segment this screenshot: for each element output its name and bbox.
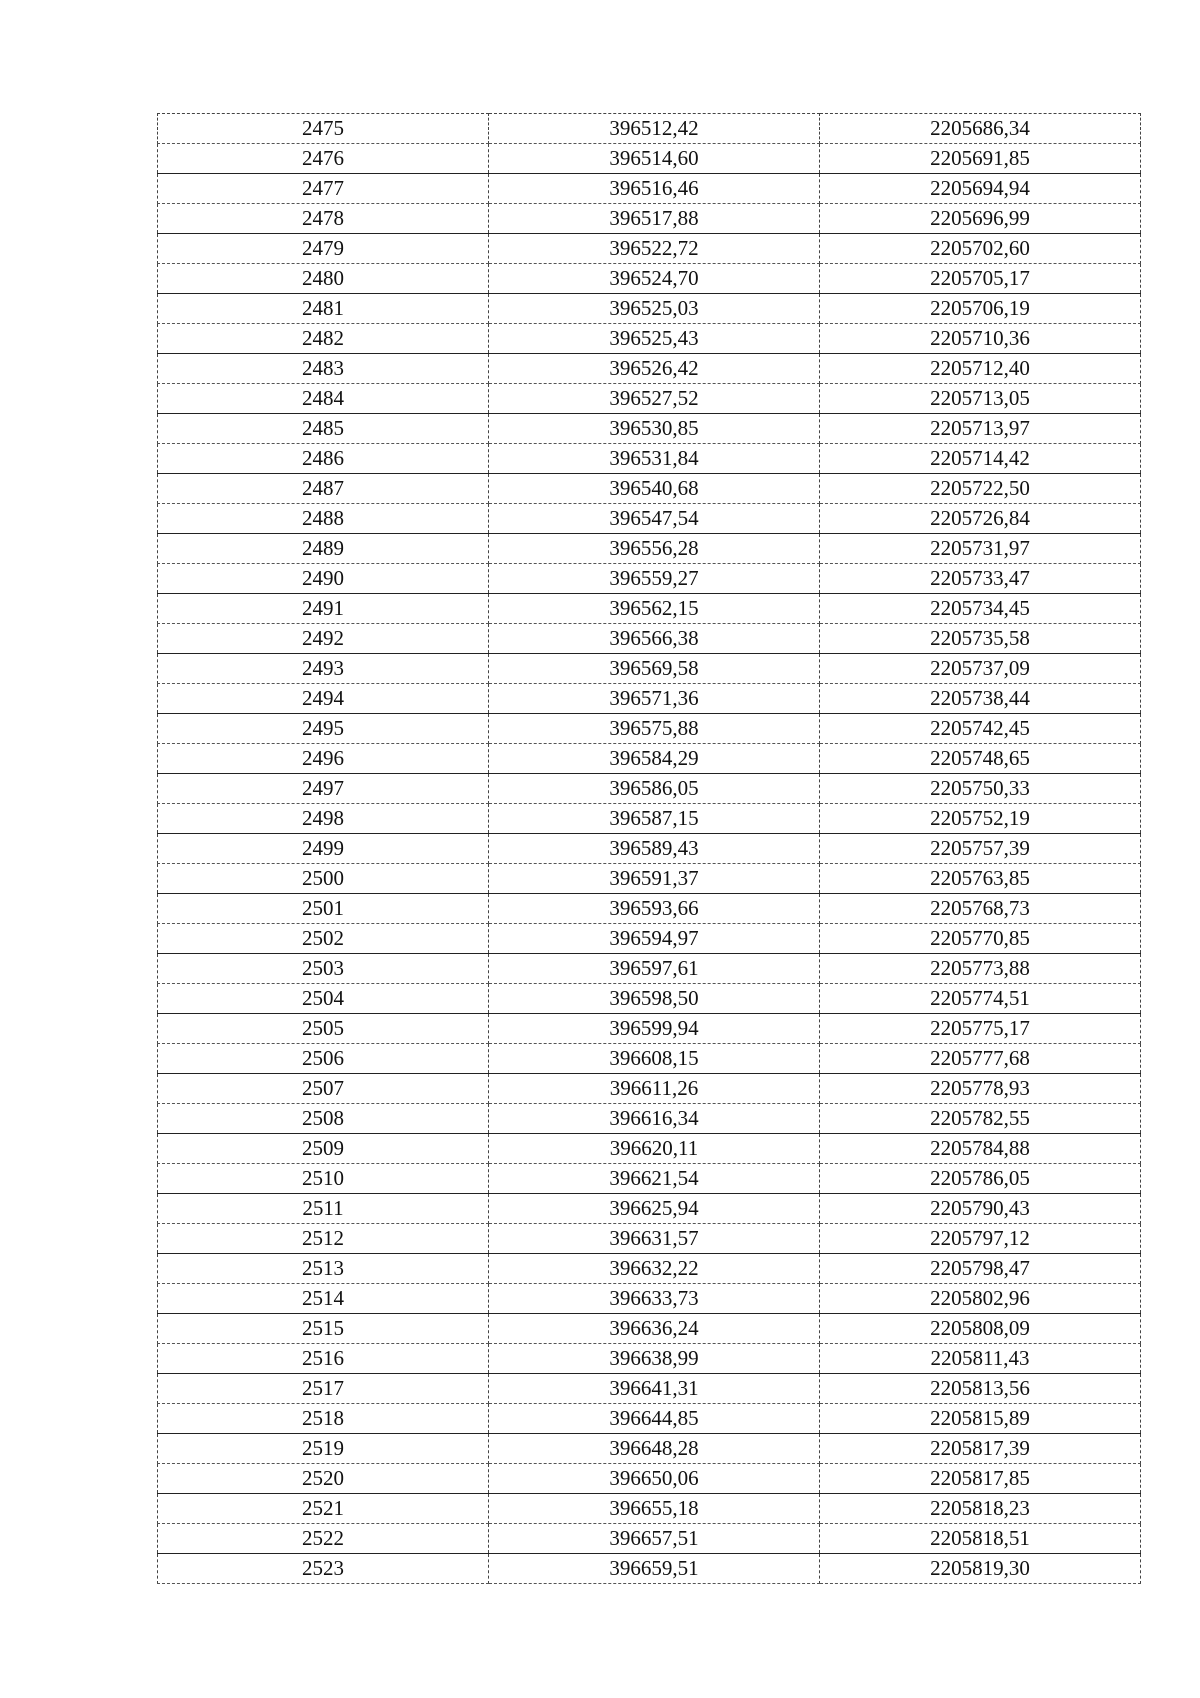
- y-coordinate-cell: 2205784,88: [820, 1134, 1141, 1164]
- table-row: [158, 1254, 1141, 1284]
- y-coordinate-cell: 2205757,39: [820, 834, 1141, 864]
- point-number-cell: 2507: [158, 1074, 489, 1104]
- x-coordinate-cell: 396599,94: [489, 1014, 820, 1044]
- x-coordinate-cell: 396633,73: [489, 1284, 820, 1314]
- y-coordinate-cell: 2205817,85: [820, 1464, 1141, 1494]
- table-row: [158, 624, 1141, 654]
- y-coordinate-cell: 2205811,43: [820, 1344, 1141, 1374]
- point-number-cell: 2495: [158, 714, 489, 744]
- y-coordinate-cell: 2205763,85: [820, 864, 1141, 894]
- y-coordinate-cell: 2205818,23: [820, 1494, 1141, 1524]
- point-number-cell: 2521: [158, 1494, 489, 1524]
- x-coordinate-cell: 396569,58: [489, 654, 820, 684]
- point-number-cell: 2490: [158, 564, 489, 594]
- point-number-cell: 2498: [158, 804, 489, 834]
- y-coordinate-cell: 2205786,05: [820, 1164, 1141, 1194]
- point-number-cell: 2509: [158, 1134, 489, 1164]
- y-coordinate-cell: 2205738,44: [820, 684, 1141, 714]
- table-row: [158, 1494, 1141, 1524]
- y-coordinate-cell: 2205819,30: [820, 1554, 1141, 1584]
- x-coordinate-cell: 396566,38: [489, 624, 820, 654]
- x-coordinate-cell: 396589,43: [489, 834, 820, 864]
- table-row: [158, 1074, 1141, 1104]
- point-number-cell: 2504: [158, 984, 489, 1014]
- x-coordinate-cell: 396571,36: [489, 684, 820, 714]
- table-row: [158, 744, 1141, 774]
- x-coordinate-cell: 396586,05: [489, 774, 820, 804]
- y-coordinate-cell: 2205702,60: [820, 234, 1141, 264]
- x-coordinate-cell: 396516,46: [489, 174, 820, 204]
- table-row: [158, 354, 1141, 384]
- point-number-cell: 2477: [158, 174, 489, 204]
- point-number-cell: 2478: [158, 204, 489, 234]
- x-coordinate-cell: 396593,66: [489, 894, 820, 924]
- table-row: [158, 114, 1141, 144]
- y-coordinate-cell: 2205768,73: [820, 894, 1141, 924]
- y-coordinate-cell: 2205770,85: [820, 924, 1141, 954]
- x-coordinate-cell: 396655,18: [489, 1494, 820, 1524]
- x-coordinate-cell: 396540,68: [489, 474, 820, 504]
- table-row: [158, 504, 1141, 534]
- x-coordinate-cell: 396559,27: [489, 564, 820, 594]
- x-coordinate-cell: 396598,50: [489, 984, 820, 1014]
- x-coordinate-cell: 396641,31: [489, 1374, 820, 1404]
- table-row: [158, 834, 1141, 864]
- point-number-cell: 2518: [158, 1404, 489, 1434]
- point-number-cell: 2519: [158, 1434, 489, 1464]
- table-row: [158, 864, 1141, 894]
- y-coordinate-cell: 2205706,19: [820, 294, 1141, 324]
- table-row: [158, 984, 1141, 1014]
- table-row: [158, 774, 1141, 804]
- table-row: [158, 1434, 1141, 1464]
- y-coordinate-cell: 2205712,40: [820, 354, 1141, 384]
- y-coordinate-cell: 2205713,97: [820, 414, 1141, 444]
- point-number-cell: 2479: [158, 234, 489, 264]
- y-coordinate-cell: 2205790,43: [820, 1194, 1141, 1224]
- table-row: [158, 1524, 1141, 1554]
- point-number-cell: 2493: [158, 654, 489, 684]
- y-coordinate-cell: 2205774,51: [820, 984, 1141, 1014]
- x-coordinate-cell: 396512,42: [489, 114, 820, 144]
- y-coordinate-cell: 2205773,88: [820, 954, 1141, 984]
- y-coordinate-cell: 2205722,50: [820, 474, 1141, 504]
- y-coordinate-cell: 2205696,99: [820, 204, 1141, 234]
- point-number-cell: 2476: [158, 144, 489, 174]
- x-coordinate-cell: 396522,72: [489, 234, 820, 264]
- y-coordinate-cell: 2205686,34: [820, 114, 1141, 144]
- x-coordinate-cell: 396517,88: [489, 204, 820, 234]
- x-coordinate-cell: 396632,22: [489, 1254, 820, 1284]
- y-coordinate-cell: 2205691,85: [820, 144, 1141, 174]
- x-coordinate-cell: 396531,84: [489, 444, 820, 474]
- y-coordinate-cell: 2205694,94: [820, 174, 1141, 204]
- point-number-cell: 2489: [158, 534, 489, 564]
- point-number-cell: 2482: [158, 324, 489, 354]
- table-row: [158, 1104, 1141, 1134]
- y-coordinate-cell: 2205705,17: [820, 264, 1141, 294]
- point-number-cell: 2497: [158, 774, 489, 804]
- y-coordinate-cell: 2205815,89: [820, 1404, 1141, 1434]
- x-coordinate-cell: 396638,99: [489, 1344, 820, 1374]
- table-row: [158, 654, 1141, 684]
- x-coordinate-cell: 396525,03: [489, 294, 820, 324]
- y-coordinate-cell: 2205817,39: [820, 1434, 1141, 1464]
- point-number-cell: 2512: [158, 1224, 489, 1254]
- y-coordinate-cell: 2205798,47: [820, 1254, 1141, 1284]
- table-row: [158, 684, 1141, 714]
- x-coordinate-cell: 396650,06: [489, 1464, 820, 1494]
- table-row: [158, 894, 1141, 924]
- point-number-cell: 2491: [158, 594, 489, 624]
- point-number-cell: 2483: [158, 354, 489, 384]
- x-coordinate-cell: 396644,85: [489, 1404, 820, 1434]
- y-coordinate-cell: 2205777,68: [820, 1044, 1141, 1074]
- table-row: [158, 474, 1141, 504]
- x-coordinate-cell: 396591,37: [489, 864, 820, 894]
- point-number-cell: 2484: [158, 384, 489, 414]
- table-row: [158, 1134, 1141, 1164]
- y-coordinate-cell: 2205742,45: [820, 714, 1141, 744]
- x-coordinate-cell: 396636,24: [489, 1314, 820, 1344]
- point-number-cell: 2486: [158, 444, 489, 474]
- x-coordinate-cell: 396625,94: [489, 1194, 820, 1224]
- y-coordinate-cell: 2205750,33: [820, 774, 1141, 804]
- point-number-cell: 2511: [158, 1194, 489, 1224]
- x-coordinate-cell: 396526,42: [489, 354, 820, 384]
- y-coordinate-cell: 2205778,93: [820, 1074, 1141, 1104]
- table-row: [158, 384, 1141, 414]
- table-row: [158, 594, 1141, 624]
- point-number-cell: 2522: [158, 1524, 489, 1554]
- table-row: [158, 1164, 1141, 1194]
- table-row: [158, 1374, 1141, 1404]
- table-row: [158, 714, 1141, 744]
- x-coordinate-cell: 396657,51: [489, 1524, 820, 1554]
- x-coordinate-cell: 396575,88: [489, 714, 820, 744]
- table-row: [158, 1404, 1141, 1434]
- table-row: [158, 204, 1141, 234]
- y-coordinate-cell: 2205714,42: [820, 444, 1141, 474]
- point-number-cell: 2488: [158, 504, 489, 534]
- table-row: [158, 1014, 1141, 1044]
- point-number-cell: 2506: [158, 1044, 489, 1074]
- y-coordinate-cell: 2205733,47: [820, 564, 1141, 594]
- y-coordinate-cell: 2205726,84: [820, 504, 1141, 534]
- coordinate-table: [157, 113, 1141, 1584]
- x-coordinate-cell: 396621,54: [489, 1164, 820, 1194]
- table-row: [158, 1554, 1141, 1584]
- coordinate-table-container: [157, 113, 1137, 1584]
- y-coordinate-cell: 2205748,65: [820, 744, 1141, 774]
- y-coordinate-cell: 2205713,05: [820, 384, 1141, 414]
- x-coordinate-cell: 396616,34: [489, 1104, 820, 1134]
- coordinate-table-body: [158, 114, 1141, 1584]
- x-coordinate-cell: 396659,51: [489, 1554, 820, 1584]
- y-coordinate-cell: 2205797,12: [820, 1224, 1141, 1254]
- y-coordinate-cell: 2205782,55: [820, 1104, 1141, 1134]
- y-coordinate-cell: 2205710,36: [820, 324, 1141, 354]
- point-number-cell: 2503: [158, 954, 489, 984]
- point-number-cell: 2501: [158, 894, 489, 924]
- table-row: [158, 324, 1141, 354]
- x-coordinate-cell: 396584,29: [489, 744, 820, 774]
- x-coordinate-cell: 396631,57: [489, 1224, 820, 1254]
- point-number-cell: 2517: [158, 1374, 489, 1404]
- table-row: [158, 1344, 1141, 1374]
- point-number-cell: 2487: [158, 474, 489, 504]
- x-coordinate-cell: 396594,97: [489, 924, 820, 954]
- point-number-cell: 2514: [158, 1284, 489, 1314]
- point-number-cell: 2480: [158, 264, 489, 294]
- y-coordinate-cell: 2205808,09: [820, 1314, 1141, 1344]
- table-row: [158, 444, 1141, 474]
- x-coordinate-cell: 396525,43: [489, 324, 820, 354]
- x-coordinate-cell: 396620,11: [489, 1134, 820, 1164]
- table-row: [158, 1284, 1141, 1314]
- point-number-cell: 2485: [158, 414, 489, 444]
- y-coordinate-cell: 2205735,58: [820, 624, 1141, 654]
- point-number-cell: 2510: [158, 1164, 489, 1194]
- table-row: [158, 1044, 1141, 1074]
- table-row: [158, 264, 1141, 294]
- point-number-cell: 2505: [158, 1014, 489, 1044]
- point-number-cell: 2496: [158, 744, 489, 774]
- point-number-cell: 2475: [158, 114, 489, 144]
- y-coordinate-cell: 2205734,45: [820, 594, 1141, 624]
- x-coordinate-cell: 396524,70: [489, 264, 820, 294]
- point-number-cell: 2520: [158, 1464, 489, 1494]
- table-row: [158, 564, 1141, 594]
- x-coordinate-cell: 396527,52: [489, 384, 820, 414]
- table-row: [158, 144, 1141, 174]
- point-number-cell: 2523: [158, 1554, 489, 1584]
- table-row: [158, 954, 1141, 984]
- table-row: [158, 174, 1141, 204]
- table-row: [158, 1224, 1141, 1254]
- table-row: [158, 924, 1141, 954]
- table-row: [158, 1464, 1141, 1494]
- table-row: [158, 1194, 1141, 1224]
- x-coordinate-cell: 396648,28: [489, 1434, 820, 1464]
- table-row: [158, 804, 1141, 834]
- x-coordinate-cell: 396547,54: [489, 504, 820, 534]
- point-number-cell: 2513: [158, 1254, 489, 1284]
- y-coordinate-cell: 2205802,96: [820, 1284, 1141, 1314]
- x-coordinate-cell: 396562,15: [489, 594, 820, 624]
- y-coordinate-cell: 2205752,19: [820, 804, 1141, 834]
- y-coordinate-cell: 2205813,56: [820, 1374, 1141, 1404]
- x-coordinate-cell: 396530,85: [489, 414, 820, 444]
- x-coordinate-cell: 396608,15: [489, 1044, 820, 1074]
- point-number-cell: 2481: [158, 294, 489, 324]
- table-row: [158, 294, 1141, 324]
- point-number-cell: 2508: [158, 1104, 489, 1134]
- x-coordinate-cell: 396587,15: [489, 804, 820, 834]
- x-coordinate-cell: 396597,61: [489, 954, 820, 984]
- table-row: [158, 414, 1141, 444]
- point-number-cell: 2492: [158, 624, 489, 654]
- point-number-cell: 2516: [158, 1344, 489, 1374]
- point-number-cell: 2499: [158, 834, 489, 864]
- table-row: [158, 534, 1141, 564]
- point-number-cell: 2494: [158, 684, 489, 714]
- y-coordinate-cell: 2205775,17: [820, 1014, 1141, 1044]
- point-number-cell: 2515: [158, 1314, 489, 1344]
- x-coordinate-cell: 396611,26: [489, 1074, 820, 1104]
- table-row: [158, 1314, 1141, 1344]
- y-coordinate-cell: 2205731,97: [820, 534, 1141, 564]
- x-coordinate-cell: 396514,60: [489, 144, 820, 174]
- point-number-cell: 2500: [158, 864, 489, 894]
- x-coordinate-cell: 396556,28: [489, 534, 820, 564]
- table-row: [158, 234, 1141, 264]
- y-coordinate-cell: 2205737,09: [820, 654, 1141, 684]
- point-number-cell: 2502: [158, 924, 489, 954]
- y-coordinate-cell: 2205818,51: [820, 1524, 1141, 1554]
